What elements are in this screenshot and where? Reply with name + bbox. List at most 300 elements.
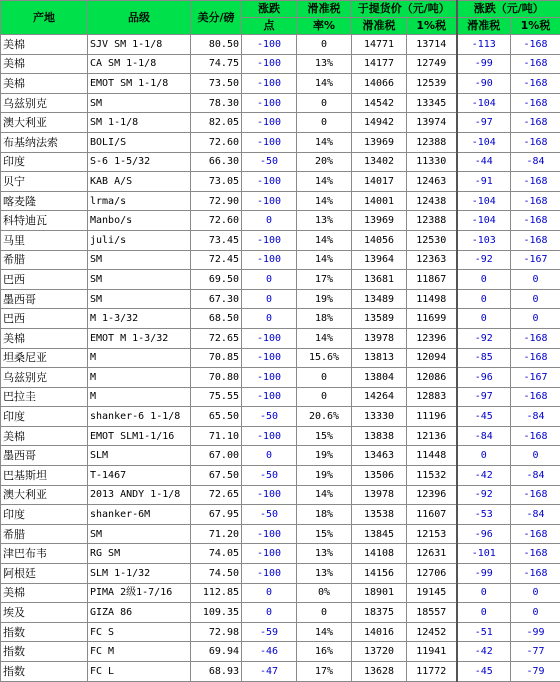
- cell-change-1pct: -79: [511, 662, 560, 682]
- cell-change-quota: -45: [457, 662, 511, 682]
- cell-origin: 布基纳法索: [1, 132, 88, 152]
- cell-price: 69.50: [191, 270, 242, 290]
- cell-quota-tax-rate: 0: [297, 35, 352, 55]
- cell-origin: 指数: [1, 622, 88, 642]
- cell-grade: SJV SM 1-1/8: [88, 35, 191, 55]
- header-quota-tax-top: 滑准税: [297, 1, 352, 18]
- cell-grade: RG SM: [88, 544, 191, 564]
- cell-change-quota: -51: [457, 622, 511, 642]
- cell-price: 72.65: [191, 485, 242, 505]
- cell-origin: 美棉: [1, 426, 88, 446]
- cell-landed-1pct: 11772: [407, 662, 457, 682]
- cell-change-1pct: -168: [511, 132, 560, 152]
- cell-landed-1pct: 12530: [407, 230, 457, 250]
- table-body: [1, 35, 560, 682]
- cell-quota-tax-rate: 15%: [297, 524, 352, 544]
- cell-grade: juli/s: [88, 230, 191, 250]
- cell-landed-quota: 13964: [352, 250, 407, 270]
- cell-landed-quota: 18901: [352, 583, 407, 603]
- cell-grade: GIZA 86: [88, 603, 191, 623]
- cell-change-points: -100: [242, 113, 297, 133]
- cell-change-quota: -101: [457, 544, 511, 564]
- cell-quota-tax-rate: 0: [297, 603, 352, 623]
- table-row: [1, 662, 560, 682]
- cell-change-1pct: -168: [511, 426, 560, 446]
- header-landed-1pct: 1%税: [407, 18, 457, 35]
- cell-origin: 马里: [1, 230, 88, 250]
- cell-price: 67.95: [191, 505, 242, 525]
- cell-change-quota: 0: [457, 583, 511, 603]
- cell-grade: 2013 ANDY 1-1/8: [88, 485, 191, 505]
- cell-quota-tax-rate: 14%: [297, 622, 352, 642]
- table-row: [1, 407, 560, 427]
- cell-price: 75.55: [191, 387, 242, 407]
- cell-change-1pct: -168: [511, 564, 560, 584]
- cell-price: 66.30: [191, 152, 242, 172]
- table-row: [1, 348, 560, 368]
- cell-landed-1pct: 12883: [407, 387, 457, 407]
- cell-change-1pct: -84: [511, 466, 560, 486]
- cell-origin: 乌兹别克: [1, 368, 88, 388]
- cell-grade: KAB A/S: [88, 172, 191, 192]
- cell-landed-1pct: 11498: [407, 289, 457, 309]
- cell-grade: SLM: [88, 446, 191, 466]
- table-row: [1, 544, 560, 564]
- cell-quota-tax-rate: 15%: [297, 426, 352, 446]
- cell-landed-quota: 14016: [352, 622, 407, 642]
- header-row-1: [1, 1, 560, 18]
- cell-change-points: -100: [242, 250, 297, 270]
- cell-change-1pct: -168: [511, 35, 560, 55]
- cell-price: 73.45: [191, 230, 242, 250]
- cell-change-quota: -42: [457, 642, 511, 662]
- cell-change-points: -50: [242, 505, 297, 525]
- header-landed-quota: 滑准税: [352, 18, 407, 35]
- cell-change-quota: -92: [457, 485, 511, 505]
- cell-change-points: -100: [242, 524, 297, 544]
- cell-landed-quota: 14156: [352, 564, 407, 584]
- cell-change-1pct: -84: [511, 505, 560, 525]
- cell-change-quota: 0: [457, 446, 511, 466]
- cell-grade: M: [88, 368, 191, 388]
- cell-change-quota: -97: [457, 387, 511, 407]
- cell-quota-tax-rate: 17%: [297, 270, 352, 290]
- cell-landed-quota: 13628: [352, 662, 407, 682]
- cell-grade: EMOT M 1-3/32: [88, 328, 191, 348]
- cell-origin: 希腊: [1, 250, 88, 270]
- cell-change-quota: -113: [457, 35, 511, 55]
- cell-grade: S-6 1-5/32: [88, 152, 191, 172]
- cell-price: 65.50: [191, 407, 242, 427]
- cell-price: 67.30: [191, 289, 242, 309]
- cell-quota-tax-rate: 18%: [297, 505, 352, 525]
- table-row: [1, 426, 560, 446]
- cell-change-1pct: 0: [511, 289, 560, 309]
- table-row: [1, 446, 560, 466]
- cell-origin: 喀麦隆: [1, 191, 88, 211]
- table-row: [1, 387, 560, 407]
- cell-origin: 科特迪瓦: [1, 211, 88, 231]
- cell-landed-quota: 14542: [352, 93, 407, 113]
- cell-change-points: -100: [242, 368, 297, 388]
- cell-landed-1pct: 12388: [407, 211, 457, 231]
- table-row: [1, 270, 560, 290]
- cell-landed-quota: 14066: [352, 74, 407, 94]
- table-row: [1, 54, 560, 74]
- cell-quota-tax-rate: 15.6%: [297, 348, 352, 368]
- cell-change-quota: 0: [457, 309, 511, 329]
- cell-quota-tax-rate: 19%: [297, 446, 352, 466]
- cell-landed-quota: 18375: [352, 603, 407, 623]
- cell-quota-tax-rate: 19%: [297, 466, 352, 486]
- cell-landed-1pct: 19145: [407, 583, 457, 603]
- cell-change-quota: -90: [457, 74, 511, 94]
- cell-origin: 墨西哥: [1, 446, 88, 466]
- cell-change-1pct: -168: [511, 54, 560, 74]
- cell-origin: 美棉: [1, 35, 88, 55]
- cell-landed-quota: 14001: [352, 191, 407, 211]
- cell-price: 73.05: [191, 172, 242, 192]
- cell-price: 74.75: [191, 54, 242, 74]
- cell-grade: PIMA 2级1-7/16: [88, 583, 191, 603]
- cell-change-points: -50: [242, 407, 297, 427]
- cell-landed-1pct: 12136: [407, 426, 457, 446]
- cell-price: 70.80: [191, 368, 242, 388]
- cell-price: 72.60: [191, 132, 242, 152]
- cell-change-quota: -92: [457, 328, 511, 348]
- cell-grade: M 1-3/32: [88, 309, 191, 329]
- cell-landed-quota: 13969: [352, 132, 407, 152]
- cell-origin: 澳大利亚: [1, 485, 88, 505]
- cell-quota-tax-rate: 14%: [297, 132, 352, 152]
- cell-origin: 巴西: [1, 309, 88, 329]
- cell-change-1pct: -99: [511, 622, 560, 642]
- cell-quota-tax-rate: 0: [297, 113, 352, 133]
- cell-landed-1pct: 12463: [407, 172, 457, 192]
- cell-origin: 墨西哥: [1, 289, 88, 309]
- cell-quota-tax-rate: 0%: [297, 583, 352, 603]
- cell-quota-tax-rate: 14%: [297, 230, 352, 250]
- cell-origin: 埃及: [1, 603, 88, 623]
- cell-change-1pct: -167: [511, 368, 560, 388]
- header-change-1pct: 1%税: [511, 18, 560, 35]
- table-row: [1, 583, 560, 603]
- cell-landed-1pct: 12706: [407, 564, 457, 584]
- cell-grade: shanker-6M: [88, 505, 191, 525]
- cell-grade: shanker-6 1-1/8: [88, 407, 191, 427]
- cell-quota-tax-rate: 20.6%: [297, 407, 352, 427]
- cell-landed-1pct: 11196: [407, 407, 457, 427]
- cell-landed-quota: 13804: [352, 368, 407, 388]
- cell-change-points: 0: [242, 211, 297, 231]
- cell-landed-quota: 14017: [352, 172, 407, 192]
- cell-change-points: -100: [242, 93, 297, 113]
- cell-grade: SM: [88, 524, 191, 544]
- cell-change-1pct: -168: [511, 485, 560, 505]
- table-row: [1, 642, 560, 662]
- cell-landed-quota: 13402: [352, 152, 407, 172]
- cell-quota-tax-rate: 13%: [297, 54, 352, 74]
- cell-grade: SM: [88, 289, 191, 309]
- cell-change-1pct: 0: [511, 309, 560, 329]
- cell-landed-quota: 13720: [352, 642, 407, 662]
- cell-grade: SM: [88, 270, 191, 290]
- cell-origin: 印度: [1, 407, 88, 427]
- cell-quota-tax-rate: 17%: [297, 662, 352, 682]
- cell-grade: lrma/s: [88, 191, 191, 211]
- cell-change-1pct: -84: [511, 152, 560, 172]
- cell-quota-tax-rate: 20%: [297, 152, 352, 172]
- cell-landed-1pct: 11330: [407, 152, 457, 172]
- cell-quota-tax-rate: 19%: [297, 289, 352, 309]
- cell-change-quota: -99: [457, 564, 511, 584]
- cell-landed-1pct: 12388: [407, 132, 457, 152]
- cell-price: 80.50: [191, 35, 242, 55]
- cell-quota-tax-rate: 0: [297, 368, 352, 388]
- cell-origin: 贝宁: [1, 172, 88, 192]
- cell-grade: T-1467: [88, 466, 191, 486]
- cell-landed-quota: 14056: [352, 230, 407, 250]
- cell-landed-quota: 13978: [352, 485, 407, 505]
- cell-change-points: -100: [242, 191, 297, 211]
- cell-origin: 巴拉圭: [1, 387, 88, 407]
- cell-change-points: -100: [242, 485, 297, 505]
- cell-grade: EMOT SM 1-1/8: [88, 74, 191, 94]
- cell-landed-1pct: 18557: [407, 603, 457, 623]
- cell-landed-quota: 13463: [352, 446, 407, 466]
- cell-change-quota: -104: [457, 132, 511, 152]
- cell-landed-quota: 14177: [352, 54, 407, 74]
- cell-change-quota: -104: [457, 191, 511, 211]
- cell-price: 71.10: [191, 426, 242, 446]
- cell-landed-1pct: 12396: [407, 485, 457, 505]
- header-quota-tax-bottom: 率%: [297, 18, 352, 35]
- cell-change-points: 0: [242, 583, 297, 603]
- cell-grade: CA SM 1-1/8: [88, 54, 191, 74]
- header-change-points-top: 涨跌: [242, 1, 297, 18]
- cell-grade: SM: [88, 250, 191, 270]
- cell-origin: 美棉: [1, 583, 88, 603]
- cell-origin: 印度: [1, 505, 88, 525]
- cell-price: 72.65: [191, 328, 242, 348]
- cell-change-1pct: 0: [511, 603, 560, 623]
- table-row: [1, 152, 560, 172]
- cell-quota-tax-rate: 14%: [297, 74, 352, 94]
- cell-origin: 澳大利亚: [1, 113, 88, 133]
- cell-change-1pct: -168: [511, 211, 560, 231]
- cell-landed-quota: 13330: [352, 407, 407, 427]
- cell-change-1pct: -77: [511, 642, 560, 662]
- table-row: [1, 132, 560, 152]
- cell-change-1pct: 0: [511, 583, 560, 603]
- cell-change-points: -100: [242, 348, 297, 368]
- cell-change-points: -47: [242, 662, 297, 682]
- cell-change-1pct: -84: [511, 407, 560, 427]
- cell-change-quota: -84: [457, 426, 511, 446]
- cell-change-quota: -85: [457, 348, 511, 368]
- header-price: 美分/磅: [191, 1, 242, 35]
- cell-change-points: -59: [242, 622, 297, 642]
- cell-change-points: 0: [242, 309, 297, 329]
- table-row: [1, 368, 560, 388]
- cell-change-1pct: -167: [511, 250, 560, 270]
- cell-landed-1pct: 13974: [407, 113, 457, 133]
- cell-origin: 美棉: [1, 74, 88, 94]
- cell-change-points: -50: [242, 466, 297, 486]
- cell-change-1pct: -168: [511, 74, 560, 94]
- cell-quota-tax-rate: 14%: [297, 191, 352, 211]
- cell-landed-1pct: 12396: [407, 328, 457, 348]
- table-row: [1, 211, 560, 231]
- cell-quota-tax-rate: 18%: [297, 309, 352, 329]
- cell-change-points: 0: [242, 603, 297, 623]
- cell-origin: 坦桑尼亚: [1, 348, 88, 368]
- cell-change-quota: 0: [457, 270, 511, 290]
- cell-grade: M: [88, 387, 191, 407]
- table-row: [1, 289, 560, 309]
- cell-landed-1pct: 12086: [407, 368, 457, 388]
- cell-quota-tax-rate: 14%: [297, 172, 352, 192]
- cell-price: 67.50: [191, 466, 242, 486]
- cell-change-1pct: -168: [511, 387, 560, 407]
- cell-landed-quota: 14264: [352, 387, 407, 407]
- cell-price: 69.94: [191, 642, 242, 662]
- cell-change-quota: -92: [457, 250, 511, 270]
- cell-landed-quota: 14108: [352, 544, 407, 564]
- cell-grade: SM: [88, 93, 191, 113]
- cell-quota-tax-rate: 14%: [297, 250, 352, 270]
- cell-grade: FC S: [88, 622, 191, 642]
- cell-price: 72.90: [191, 191, 242, 211]
- cell-origin: 指数: [1, 642, 88, 662]
- cell-landed-quota: 13978: [352, 328, 407, 348]
- header-origin: 产地: [1, 1, 88, 35]
- cell-change-points: -100: [242, 230, 297, 250]
- cell-landed-1pct: 12153: [407, 524, 457, 544]
- cell-grade: M: [88, 348, 191, 368]
- cell-landed-quota: 13538: [352, 505, 407, 525]
- cell-price: 109.35: [191, 603, 242, 623]
- cell-price: 74.05: [191, 544, 242, 564]
- cell-landed-1pct: 12631: [407, 544, 457, 564]
- cell-origin: 美棉: [1, 54, 88, 74]
- cell-landed-quota: 13838: [352, 426, 407, 446]
- table-row: [1, 505, 560, 525]
- cell-price: 72.60: [191, 211, 242, 231]
- cell-price: 78.30: [191, 93, 242, 113]
- cell-landed-quota: 13969: [352, 211, 407, 231]
- cell-grade: FC L: [88, 662, 191, 682]
- cell-landed-1pct: 12438: [407, 191, 457, 211]
- cell-landed-quota: 13681: [352, 270, 407, 290]
- cell-change-quota: -104: [457, 93, 511, 113]
- cell-landed-1pct: 11867: [407, 270, 457, 290]
- cell-landed-1pct: 13345: [407, 93, 457, 113]
- cell-origin: 巴基斯坦: [1, 466, 88, 486]
- table-row: [1, 564, 560, 584]
- cell-change-points: -100: [242, 35, 297, 55]
- cell-price: 82.05: [191, 113, 242, 133]
- cell-quota-tax-rate: 14%: [297, 485, 352, 505]
- cell-change-1pct: -168: [511, 113, 560, 133]
- cell-change-quota: -103: [457, 230, 511, 250]
- cell-landed-1pct: 11607: [407, 505, 457, 525]
- cell-change-points: -100: [242, 426, 297, 446]
- cell-price: 70.85: [191, 348, 242, 368]
- cell-landed-1pct: 11532: [407, 466, 457, 486]
- header-change-points-bottom: 点: [242, 18, 297, 35]
- table-row: [1, 328, 560, 348]
- cell-change-points: 0: [242, 270, 297, 290]
- cell-quota-tax-rate: 13%: [297, 564, 352, 584]
- cell-origin: 希腊: [1, 524, 88, 544]
- cell-change-quota: -45: [457, 407, 511, 427]
- header-landed-price: 于提货价（元/吨）: [352, 1, 457, 18]
- cell-origin: 美棉: [1, 328, 88, 348]
- cell-change-points: -46: [242, 642, 297, 662]
- cell-landed-quota: 13489: [352, 289, 407, 309]
- cell-grade: Manbo/s: [88, 211, 191, 231]
- cell-landed-1pct: 12452: [407, 622, 457, 642]
- table-row: [1, 93, 560, 113]
- cell-landed-1pct: 13714: [407, 35, 457, 55]
- cell-change-quota: 0: [457, 289, 511, 309]
- cell-origin: 巴西: [1, 270, 88, 290]
- cell-price: 73.50: [191, 74, 242, 94]
- cell-change-points: -100: [242, 54, 297, 74]
- cell-change-1pct: -168: [511, 172, 560, 192]
- cell-price: 68.93: [191, 662, 242, 682]
- cell-landed-1pct: 11448: [407, 446, 457, 466]
- table-row: [1, 622, 560, 642]
- cell-landed-quota: 13845: [352, 524, 407, 544]
- cell-change-1pct: -168: [511, 191, 560, 211]
- cell-change-quota: -96: [457, 524, 511, 544]
- cell-grade: BOLI/S: [88, 132, 191, 152]
- cell-change-points: 0: [242, 446, 297, 466]
- table-row: [1, 230, 560, 250]
- cell-grade: SLM 1-1/32: [88, 564, 191, 584]
- table-row: [1, 172, 560, 192]
- cell-price: 68.50: [191, 309, 242, 329]
- cell-change-1pct: 0: [511, 446, 560, 466]
- cell-change-points: -100: [242, 564, 297, 584]
- cell-landed-1pct: 11941: [407, 642, 457, 662]
- cell-change-points: 0: [242, 289, 297, 309]
- table-row: [1, 113, 560, 133]
- cell-origin: 津巴布韦: [1, 544, 88, 564]
- cell-change-1pct: -168: [511, 230, 560, 250]
- table-row: [1, 309, 560, 329]
- cell-origin: 乌兹别克: [1, 93, 88, 113]
- cell-quota-tax-rate: 13%: [297, 544, 352, 564]
- cell-price: 67.00: [191, 446, 242, 466]
- cell-change-1pct: -168: [511, 348, 560, 368]
- cell-change-points: -100: [242, 387, 297, 407]
- cell-landed-1pct: 11699: [407, 309, 457, 329]
- cell-landed-1pct: 12363: [407, 250, 457, 270]
- cell-price: 72.45: [191, 250, 242, 270]
- cell-origin: 印度: [1, 152, 88, 172]
- cell-change-quota: -96: [457, 368, 511, 388]
- cell-change-quota: -44: [457, 152, 511, 172]
- cell-price: 72.98: [191, 622, 242, 642]
- table-row: [1, 35, 560, 55]
- table-row: [1, 524, 560, 544]
- cell-change-1pct: -168: [511, 328, 560, 348]
- cell-change-quota: -104: [457, 211, 511, 231]
- cell-origin: 阿根廷: [1, 564, 88, 584]
